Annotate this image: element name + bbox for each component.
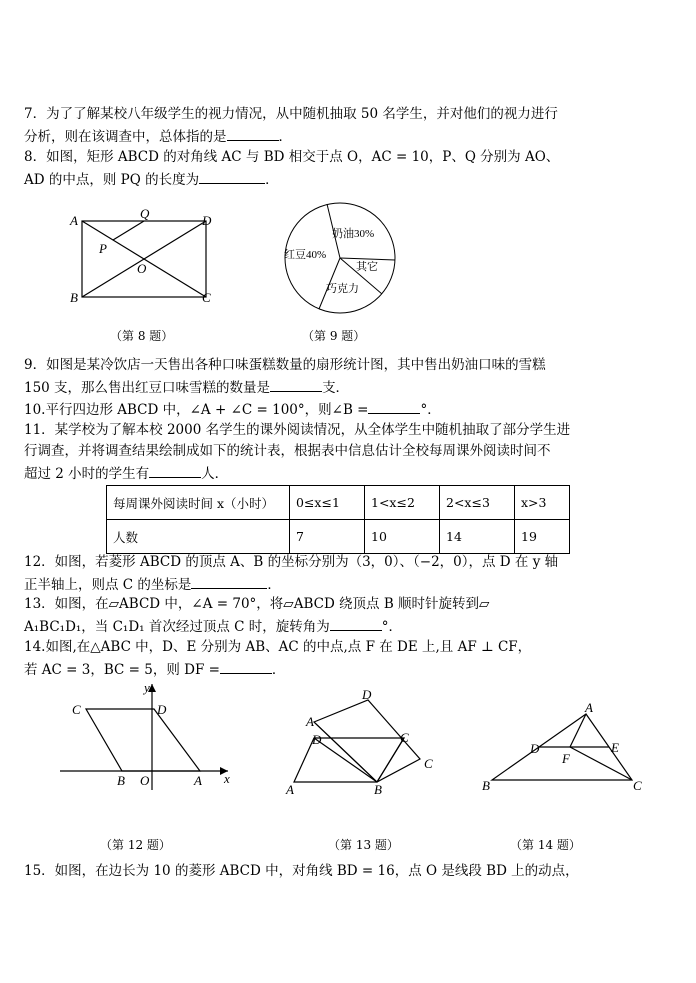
q12-end: ． <box>267 577 281 593</box>
table-header-row <box>107 486 570 520</box>
fig12-label-b: B <box>117 773 125 788</box>
figure-8-caption: （第 8 题） <box>110 329 174 343</box>
q14-end: ． <box>271 662 286 678</box>
fig12-label-o: O <box>140 773 150 788</box>
table-header-cell: 0≤x≤1 <box>290 486 365 520</box>
figure-14-triangle <box>480 700 650 800</box>
figure-9-caption: （第 9 题） <box>302 329 366 343</box>
table-row <box>107 520 570 554</box>
q11-text: 超过 2 小时的学生有 <box>24 466 150 482</box>
fig8-label-o: O <box>137 261 147 276</box>
fig14-label-d: D <box>530 741 540 756</box>
q7-line2 <box>24 126 292 146</box>
q12-text: 正半轴上，则点 C 的坐标是 <box>24 577 192 593</box>
table-header-cell: 2<x≤3 <box>440 486 515 520</box>
figure-14-caption: （第 14 题） <box>510 838 581 852</box>
q11-answer-blank[interactable] <box>149 463 201 478</box>
fig12-label-y: y <box>144 680 150 695</box>
q14-line1: 14.如图,在△ABC 中，D、E 分别为 AB、AC 的中点,点 F 在 DE 上,且 AF ⊥ CF， <box>24 639 532 655</box>
q8-end: ． <box>265 172 279 188</box>
q11-line1: 11．某学校为了解本校 2000 名学生的课外阅读情况，从全体学生中随机抽取了部分学生进 <box>24 422 571 438</box>
fig14-label-c: C <box>633 778 642 793</box>
q12-line1: 12．如图，若菱形 ABCD 的顶点 A、B 的坐标分别为（3，0）、（−2，0），点 D 在 y 轴 <box>24 554 559 570</box>
fig9-label-qiaokeli: 巧克力 <box>326 283 359 295</box>
fig13-label-c: C <box>400 730 409 745</box>
q13-text: A₁BC₁D₁，当 C₁D₁ 首次经过顶点 C 时，旋转角为 <box>24 619 330 635</box>
fig13-label-a1: A <box>306 714 314 729</box>
q15-line1: 15．如图，在边长为 10 的菱形 ABCD 中，对角线 BD = 16，点 O 是线段 BD 上的动点， <box>24 863 579 879</box>
q8-line2 <box>24 169 279 189</box>
table-cell: 人数 <box>107 520 290 554</box>
fig8-label-b: B <box>70 290 78 305</box>
fig12-label-a: A <box>194 773 202 788</box>
q11-line3 <box>24 463 228 483</box>
q13-line2 <box>24 616 402 636</box>
q14-line2 <box>24 659 285 679</box>
q11-end: 人． <box>201 466 229 482</box>
q10-text: 10.平行四边形 ABCD 中，∠A + ∠C = 100°，则∠B = <box>24 402 369 418</box>
q7-text: 分析，则在该调查中，总体指的是 <box>24 129 227 145</box>
q14-text: 若 AC = 3，BC = 5，则 DF = <box>24 662 220 678</box>
q9-line1: 9．如图是某冷饮店一天售出各种口味蛋糕数量的扇形统计图，其中售出奶油口味的雪糕 <box>24 357 546 373</box>
q9-answer-blank[interactable] <box>270 377 322 392</box>
table-cell: 7 <box>290 520 365 554</box>
fig13-label-c1: C <box>424 756 433 771</box>
q13-end: °． <box>381 619 403 635</box>
fig9-label-hongdou: 红豆40% <box>284 249 327 261</box>
q10-answer-blank[interactable] <box>368 399 420 414</box>
q10-end: °． <box>420 402 441 418</box>
q12-answer-blank[interactable] <box>191 574 267 589</box>
table-cell: 14 <box>440 520 515 554</box>
fig8-label-c: C <box>202 290 211 305</box>
q7-answer-blank[interactable] <box>227 126 279 141</box>
q8-answer-blank[interactable] <box>199 169 265 184</box>
fig8-label-a: A <box>70 213 78 228</box>
q10-line <box>24 399 441 419</box>
fig13-label-d: D <box>312 732 322 747</box>
fig8-label-q: Q <box>140 206 150 221</box>
figure-12-caption: （第 12 题） <box>100 838 171 852</box>
figure-13-caption: （第 13 题） <box>328 838 399 852</box>
fig13-label-a: A <box>286 782 294 797</box>
q13-answer-blank[interactable] <box>330 616 382 631</box>
q12-line2 <box>24 574 281 594</box>
fig14-label-e: E <box>611 740 619 755</box>
fig14-label-f: F <box>562 751 570 766</box>
figure-9-pie-chart <box>280 200 400 315</box>
fig12-label-d: D <box>157 702 167 717</box>
figure-13-rotated-parallelogram <box>282 687 442 800</box>
figure-8-rectangle <box>60 205 230 315</box>
fig14-label-b: B <box>482 778 490 793</box>
q7-end: ． <box>278 129 292 145</box>
reading-time-table <box>106 485 570 554</box>
fig13-label-d1: D <box>362 687 372 702</box>
table-header-cell: 1<x≤2 <box>365 486 440 520</box>
table-header-cell: 每周课外阅读时间 x（小时） <box>107 486 290 520</box>
q14-answer-blank[interactable] <box>220 659 272 674</box>
figure-12-coordinate-rhombus <box>60 680 240 795</box>
table-cell: 10 <box>365 520 440 554</box>
q9-text: 150 支，那么售出红豆口味雪糕的数量是 <box>24 380 271 396</box>
q8-text: AD 的中点，则 PQ 的长度为 <box>24 172 200 188</box>
fig9-label-qita: 其它 <box>356 261 378 273</box>
q9-end: 支． <box>322 380 350 396</box>
fig12-label-x: x <box>224 771 230 786</box>
table-cell: 19 <box>515 520 570 554</box>
fig13-label-b: B <box>374 782 382 797</box>
q7-line1: 7．为了了解某校八年级学生的视力情况，从中随机抽取 50 名学生，并对他们的视力进行 <box>24 106 558 122</box>
table-header-cell: x>3 <box>515 486 570 520</box>
fig14-label-a: A <box>585 700 593 715</box>
q9-line2 <box>24 377 349 397</box>
fig8-label-d: D <box>202 213 212 228</box>
fig9-label-naiyou: 奶油30% <box>332 228 375 240</box>
q8-line1: 8．如图，矩形 ABCD 的对角线 AC 与 BD 相交于点 O，AC = 10，P、Q 分别为 AO、 <box>24 149 560 165</box>
fig8-label-p: P <box>99 241 107 256</box>
q13-line1: 13．如图，在▱ABCD 中，∠A = 70°，将▱ABCD 绕顶点 B 顺时针旋转到▱ <box>24 596 490 612</box>
fig12-label-c: C <box>72 702 81 717</box>
q11-line2: 行调查，并将调查结果绘制成如下的统计表，根据表中信息估计全校每周课外阅读时间不 <box>24 443 551 459</box>
